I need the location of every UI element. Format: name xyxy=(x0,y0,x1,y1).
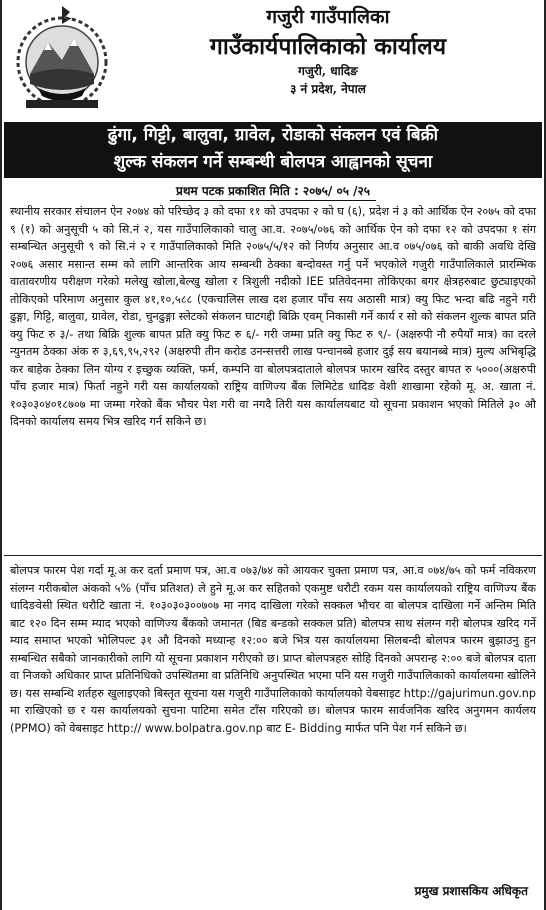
signatory-title: प्रमुख प्रशासकिय अधिकृत xyxy=(414,884,528,898)
office-location: गजुरी, धादिङ xyxy=(298,64,358,78)
notice-paragraph-1: स्थानीय सरकार संचालन ऐन २०७४ को परिच्छेद ३ को दफा ११ को उपदफा २ को घ (६), प्रदेश नं ३ को आर्थिक ऐन २०७५ को दफा ९ (१) को अनुसूची ५ को सि.नं २, यस गाउँपालिकाको चालु आ.व. २०७५/०७६ को आर्थिक ऐन को दफा १२ को उपदफा १ संग सम्बन्धित अनुसूची ९ को सि.नं २ र गाउँपालिकाको मिति २०७५/५/१२ को निर्णय अनुसार आ.व ०७५/०७६ को बाकी अवधि देखि २०७६ असार मसान्त सम्म को लागि आन्तरिक आय सम्बन्धी ठेक्का बन्दोवस्त गर्नु पर्ने भएकोले गजुरी गाउँपालिकाले प्रारम्भिक वातावरणीय परीक्षण गरेको मलेखु खोला,बेल्खु खोला र त्रिशुली नदीको IEE प्रतिवेदनमा तोकिएका बगर क्षेत्रहरुबाट छुट्याइएको तोकिएको परिमाण अनुसार कुल ४१,१०,५८८ (एकचालिस लाख दश हजार पाँच सय अठासी मात्र) क्यु फिट भन्दा बढि नहुने गरी ढुङ्गा, गिट्टि, बालुवा, ग्रावेल, रोडा, चुनढुङ्गा स्लेटको संकलन घाटगद्दी बिक्रि एवम् निकासी गर्ने कार्य र सो को संकलन शुल्क बापत प्रति क्यु फिट रु ३/- तथा बिक्रि शुल्क बापत प्रति क्यु फिट रु ६/- गरी जम्मा प्रति क्यु फिट रु ९/- (अक्षरुपी नौ रुपैयाँ मात्र) का दरले न्युनतम ठेक्का अंक रु ३,६९,९५,२९२ (अक्षरुपी तीन करोड उनन्सत्तरी लाख पन्चानब्बे हजार दुई सय बयानब्बे मात्र) मुल्य अभिबृद्धि कर बाहेक ठेक्का लिन योग्य र इच्छुक व्यक्ति, फर्म, कम्पनि वा बोलपत्रदाताले बोलपत्र फारम खरिद दस्तुर बापत रु ५०००(अक्षरुपी पाँच हजार मात्र) फिर्ता नहुने गरी यस कार्यालयको राष्ट्रिय वाणिज्य बैंक लिमिटेड धादिङ वेशी शाखामा रहेको मू. अ. खाता नं. १०३०३०४०१८७०७ मा जम्मा गरेको बैंक भौचर पेश गरी वा नगदै तिरी यस कार्यालयबाट यो सूचना प्रकाशन भएको मितिले ३० औ दिनको कार्यालय समय भित्र खरिद गर्न सकिने छ। xyxy=(10,205,536,428)
section-divider xyxy=(4,555,542,556)
title-line-1: ढुंगा, गिट्टी, बालुवा, ग्रावेल, रोडाको संकलन एवं बिक्री xyxy=(107,125,439,145)
publication-date-text: प्रथम पटक प्रकाशित मिति : २०७५/ ०५ /२५ xyxy=(170,182,376,201)
title-line-2: शुल्क संकलन गर्ने सम्बन्धी बोलपत्र आह्वानको सूचना xyxy=(113,152,433,172)
emblem-logo xyxy=(8,4,116,112)
header xyxy=(2,0,544,118)
title-banner xyxy=(4,122,542,178)
publication-date xyxy=(2,182,544,201)
office-province: ३ नं प्रदेश, नेपाल xyxy=(290,82,366,96)
municipality-name: गजुरी गाउँपालिका xyxy=(266,6,390,28)
office-name: गाउँकार्यपालिकाको कार्यालय xyxy=(209,33,447,60)
header-text xyxy=(122,4,534,98)
notice-paragraph-2: बोलपत्र फारम पेश गर्दा मू.अ कर दर्ता प्रमाण पत्र, आ.व ०७३/७४ को आयकर चुक्ता प्रमाण पत्र, आ.व ०७४/७५ को फर्म नविकरण संलग्न गरीकबोल अंकको ५% (पाँच प्रतिशत) ले हुने मू.अ कर सहितको एकमुष्ट धरौटी रकम यस कार्यालयको राष्ट्रिय वाणिज्य बैंक धादिङवेसी स्थित धरौटि खाता नं. १०३०३०३००७०७ मा नगद दाखिला गरेको सक्कल भौचर वा बोलपत्र दाखिला गर्ने अन्तिम मिति बाट १२० दिन सम्म म्याद भएको वाणिज्य बैंकको जमानत (बिड बन्डको सक्कल प्रति) बोलपत्र साथ संलग्न गरी बोलपत्र खरिद गर्ने म्याद समाप्त भएको भोलिपल्ट ३१ औ दिनको मध्यान्ह १२:०० बजे भित्र यस कार्यालयमा सिलबन्दी बोलपत्र फारम बुझाउनु हुन सम्बन्धित सबैको जानकारीको लागि यो सूचना प्रकाशन गरीएको छ। प्राप्त बोलपत्रहरु सोहि दिनको अपरान्ह २:०० बजे बोलपत्र दाता वा निजको अधिकार प्राप्त प्रतिनिधिको उपस्थितमा वा प्रतिनिधि अनुपस्थित भएमा पनि यस गजुरी गाउँपालिकाको कार्यालयमा खोलिने छ। यस सम्बन्धि शर्तहरु खुलाइएको बिस्तृत सूचना यस गजुरी गाउँपालिकाको कार्यालयको वेबसाइट http://gajurimun.gov.np मा राखिएको छ र यस कार्यालयको सुचना पाटिमा समेत टाँस गरिएको छ। बोलपत्र फारम सार्वजनिक खरिद अनुगमन कार्यलय (PPMO) को वेबसाइट http:// www.bolpatra.gov.np बाट E- Bidding मार्फत पनि पेश गर्न सकिने छ। xyxy=(10,564,536,735)
